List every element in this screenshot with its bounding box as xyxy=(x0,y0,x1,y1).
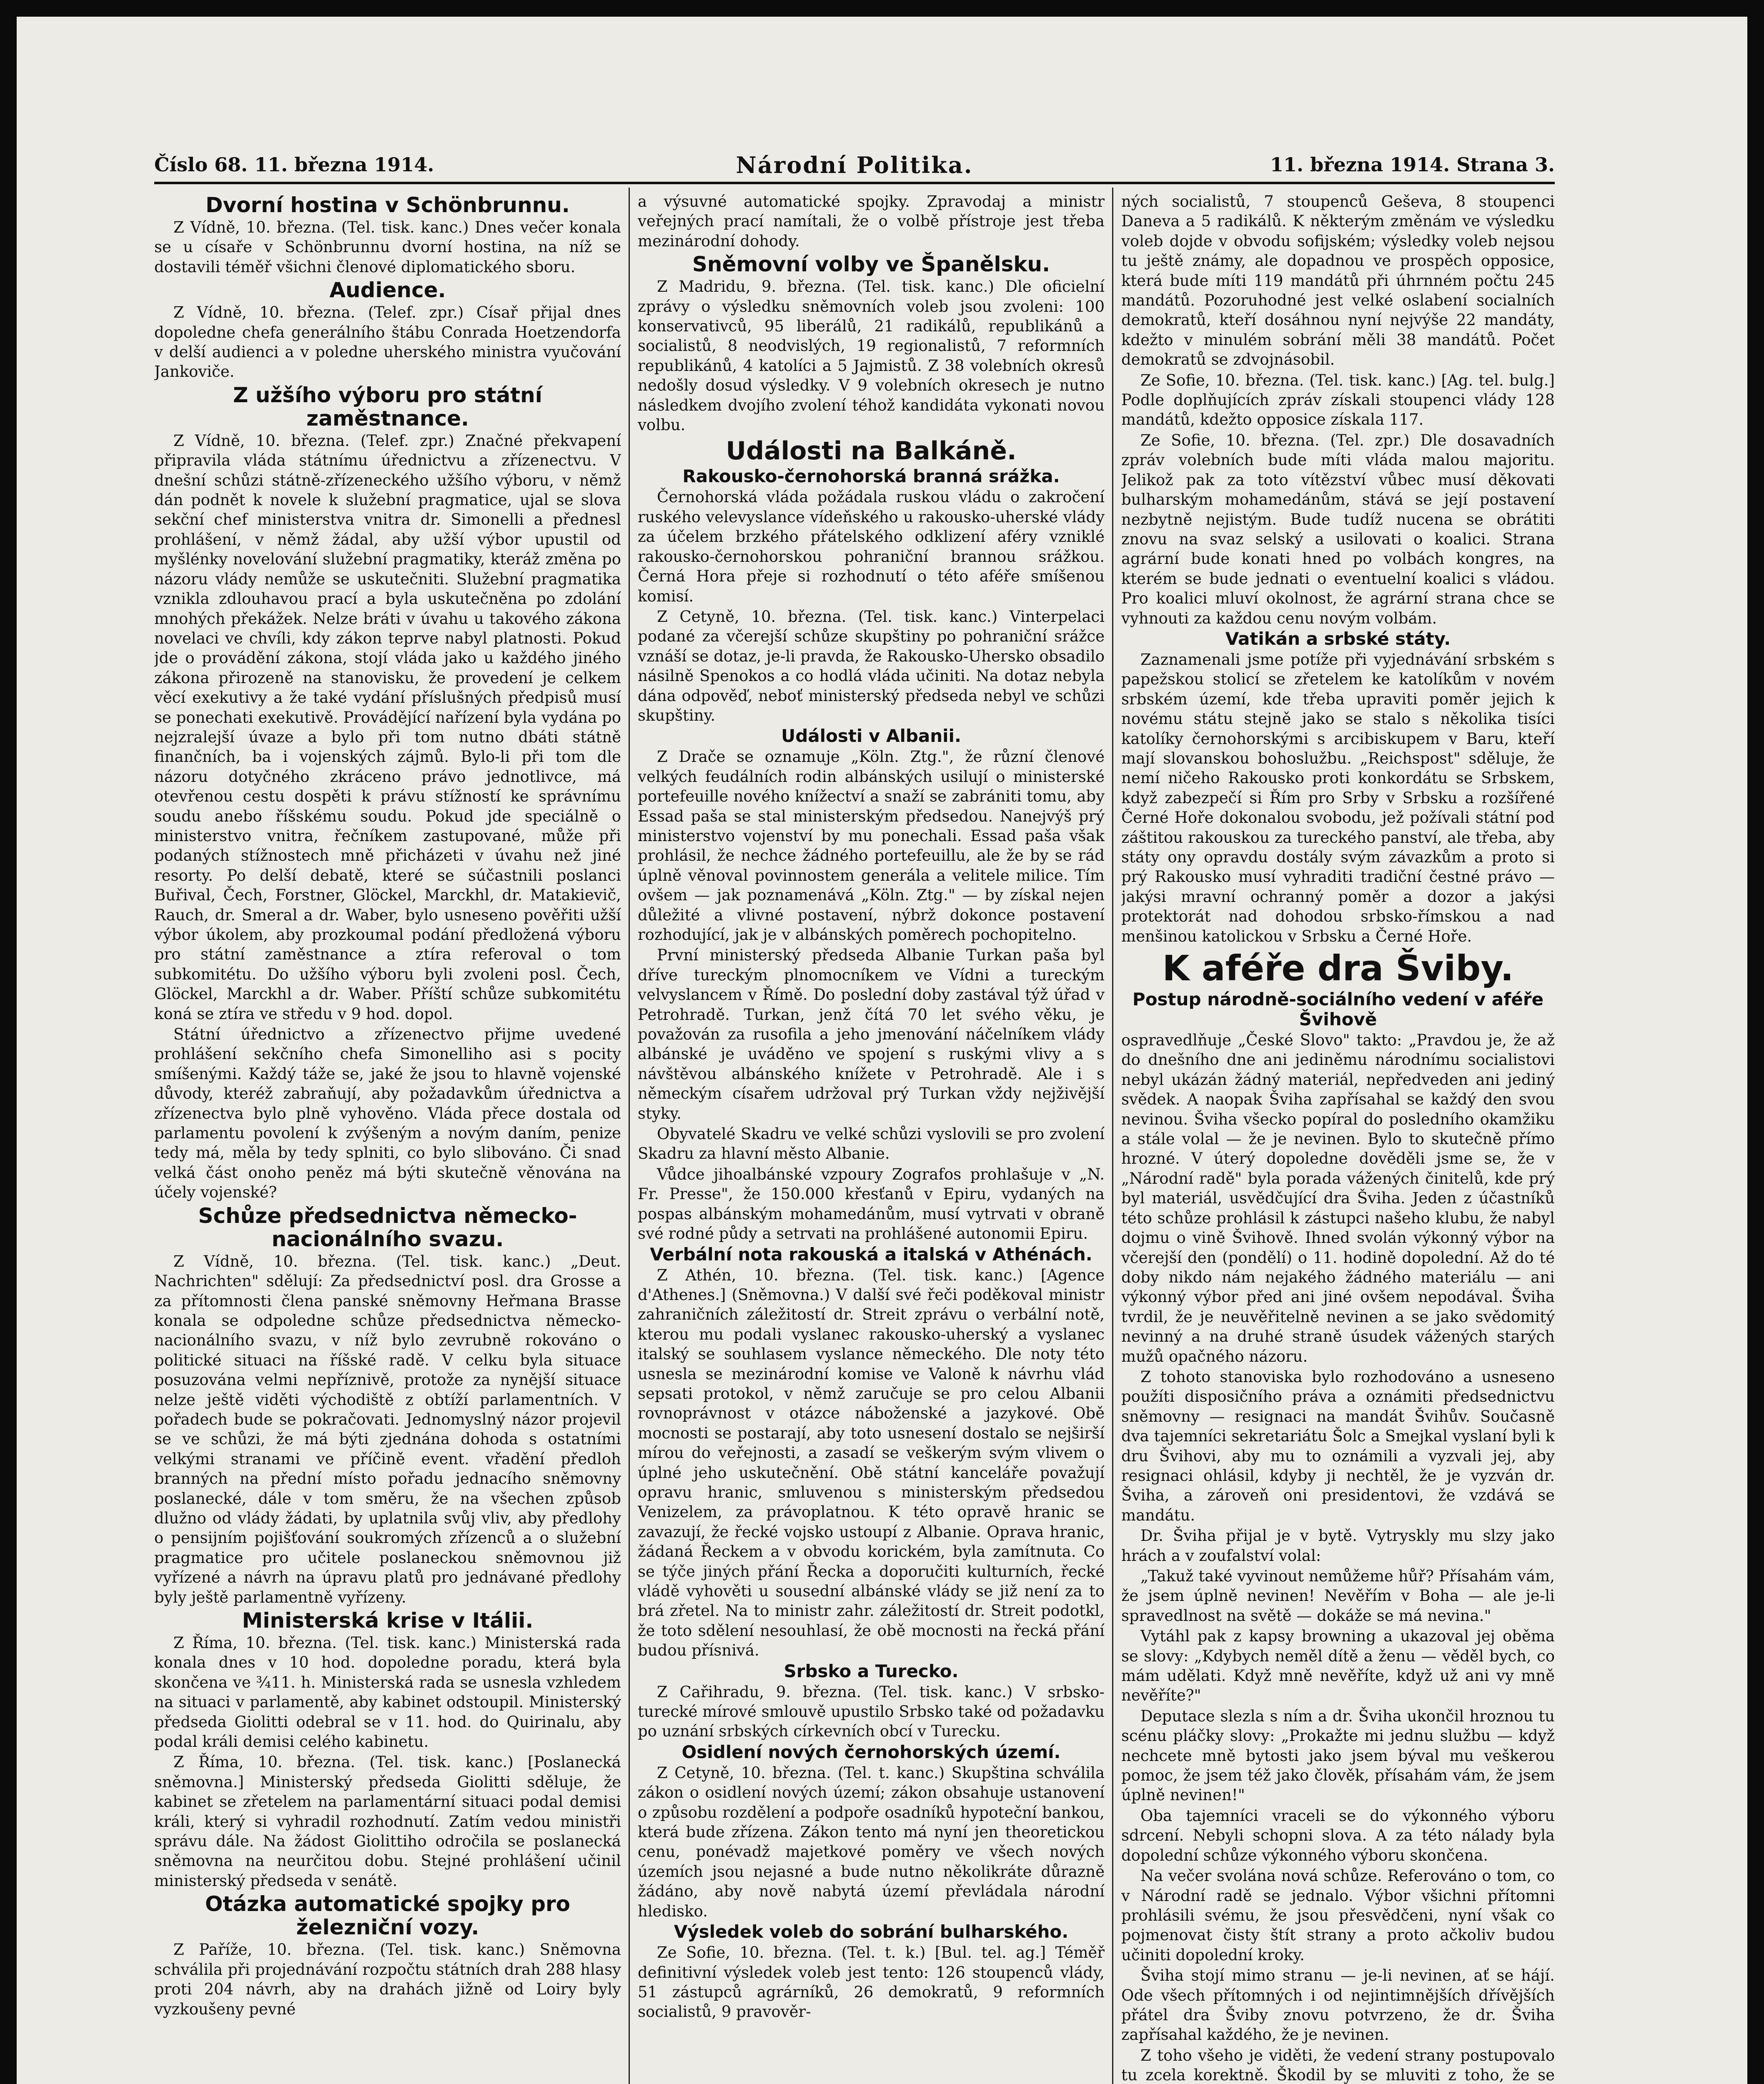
newspaper-page xyxy=(17,17,1747,2084)
article-paragraph: Vůdce jihoalbánské vzpoury Zografos prohlašuje v „N. Fr. Presse", že 150.000 křesťanů v Epiru, vydaných na pospas albánským mohamedánům, musí vytrvati v obraně své rodné půdy a setrvati na prohlášené autonomii Epiru. xyxy=(638,1165,1105,1243)
page-header xyxy=(154,149,1555,187)
article-paragraph: Z Cetyně, 10. března. (Tel. t. kanc.) Skupština schválila zákon o osidlení nových území; zákon obsahuje ustanovení o způsobu rozdělení a podpoře osadníků hypoteční bankou, která bude zřízena. Zákon tento má nyní jen theoretickou cenu, ponévadž majetkové poměry ve všech nových územích jsou nejasné a bude nutno několikráte důrazně žádáno, aby nově nabytá území převládala národní hledisko. xyxy=(638,1763,1105,1920)
column-divider xyxy=(1112,188,1113,2084)
article-paragraph: Ze Sofie, 10. března. (Tel. zpr.) Dle dosavadních zpráv volebních bude míti vláda malou majoritu. Jelikož pak za toto vítězství vůbec musí děkovati bulharským mohamedánům, stává se její postavení nezbytně nejistým. Bude tudíž nucena se obrátiti znovu na svaz selský a usilovati o koalici. Strana agrární bude konati hned po volbách kongres, na kterém se bude jednati o eventuelní koalici s vládou. Pro koalici mluví okolnost, že agrární strana chce se vyhnouti za každou cenu novým volbám. xyxy=(1121,431,1555,627)
article-paragraph: Na večer svolána nová schůze. Referováno o tom, co v Národní radě se jednalo. Výbor všichni přítomni prohlásili svému, že jsou přesvědčeni, nyní však co pojmenovat čisty štít strany a proto ačkoliv budou učiniti dopolední kroky. xyxy=(1121,1867,1555,1964)
article-paragraph: Státní úřednictvo a zřízenectvo přijme uvedené prohlášení sekčního chefa Simonelliho asi s pocity smíšenými. Každý táže se, jaké že jsou to hlavně vojenské důvody, kteréž zabraňují, aby požadavkům úřednictva a zřízenectva bylo plně vyhověno. Vláda přece dostala od parlamentu povolení k zvýšeným a novým daním, penize tedy má, měla by tedy splniti, co bylo slibováno. Či snad velká část onoho peněz má býti skutečně věnována na účely vojenské? xyxy=(154,1025,621,1202)
headline-udalosti-balkan: Události na Balkáně. xyxy=(726,436,1017,466)
article-paragraph: Z toho všeho je viděti, že vedení strany postupovalo tu zcela korektně. Škodil by se mluviti z toho, že se xyxy=(1121,2046,1555,2084)
article-paragraph: Ze Sofie, 10. března. (Tel. tisk. kanc.) [Ag. tel. bulg.] Podle doplňujících zpráv získali stoupenci vlády 128 mandátů, kdežto opposice získala 117. xyxy=(1121,371,1555,429)
column-1 xyxy=(154,192,621,2084)
article-paragraph: Z Vídně, 10. března. (Telef. zpr.) Značné překvapení připravila vláda státnímu úřednictvu a zřízenectvu. V dnešní schůzi státně-zřízeneckého užšího výboru, v němž dán podnět k novele k služební pragmatice, ujal se slova sekční chef ministerstva vnitra dr. Simonelli a přednesl prohlášení, v němž žádal, aby užší výbor upustil od myšlénky novelování služební pragmatiky, kteráž změna po názoru vlády nemůže se uskutečniti. Služební pragmatika vznikla zdlouhavou prací a byla uskutečněna po zdolání mnohých překážek. Nelze bráti v úvahu u takového zákona novelaci ve chvíli, kdy zákon teprve nabyl platnosti. Pokud jde o provádění zákona, stojí vláda jako u každého jiného zákona přirozeně na stanovisku, že provedení je celkem věcí exekutivy a že také vydání příslušných předpisů musí se ponechati exekutivě. Provádějící nařízení byla vydána po nejzralejší úvaze a bylo při tom nutno dbáti státně finančních, ba i vojenských zájmů. Bylo-li při tom dle názoru dotyčného zkráceno právo jednotlivce, má otevřenou cestu dospěti k právu stížností ke správnímu soudu anebo říšskému soudu. Pokud jde speciálně o ministerstvo vnitra, řečníkem zastupované, může při podaných stížnostech mně přicházeti v úvahu než jiné resorty. Po delší debatě, které se súčastnili poslanci Buřival, Čech, Forstner, Glöckel, Marckhl, dr. Matakievič, Rauch, dr. Smeral a dr. Waber, bylo usneseno pověřiti užší výbor úkolem, aby prozkoumal podání předložená výboru pro státní zaměstnance a ztíra referoval o tom subkomitétu. Do užšího výboru byli zvoleni posl. Čech, Glöckel, Marckhl a dr. Waber. Příští schůze subkomitétu koná se ztíra ve středu v 9 hod. dopol. xyxy=(154,431,621,1023)
subheadline-postup-vedeni: Postup národně-sociálního vedení v aféře Švihově xyxy=(1132,989,1544,1030)
headline-afera-sviby: K aféře dra Šviby. xyxy=(1162,948,1514,989)
headline-automaticke-spojky: Otázka automatické spojky pro železniční vozy. xyxy=(205,1892,571,1940)
article-paragraph: Z Drače se oznamuje „Köln. Ztg.", že různí členové velkých feudálních rodin albánských usilují o ministerské portefeuille nového knížectví a snaží se zabrániti tomu, aby Essad paša se stal ministerským předsedou. Nanejvýš prý ministerstvo vojenství by mu ponechali. Essad paša však prohlásil, že nechce žádného portefeuillu, ale že by se rád úplně věnoval povinnostem generála a velitele milice. Tím ovšem — jak poznamenává „Köln. Ztg." — by získal nejen důležité a vlivné postavení, nýbrž dokonce postavení rozhodující, jak je v albánských poměrech pochopitelno. xyxy=(638,748,1105,944)
article-paragraph: Dr. Šviha přijal je v bytě. Vytryskly mu slzy jako hrách a v zoufalství volal: xyxy=(1121,1527,1555,1565)
article-paragraph: Šviha stojí mimo stranu — je-li nevinen, ať se hájí. Ode všech přítomných i od nejintimnějších dřívějších přátel dra Šviby znovu potvrzeno, že dr. Šviha zapřísahal každého, že je nevinen. xyxy=(1121,1966,1555,2044)
article-paragraph: ospravedlňuje „České Slovo" takto: „Pravdou je, že až do dnešního dne ani jediněmu národnímu socialistovi nebyl ukázán žádný materiál, nepředveden ani jediný svědek. A naopak Šviha zapřísahal se každý den svou nevinou. Šviha všecko popíral do posledního okamžiku a stále volal — že je nevinen. Bylo to skutečně přímo hrozné. V úterý dopoledne dověděli jsme se, že v „Národní radě" byla porada vážených činitelů, kde prý byl materiál, usvědčující dra Šviha. Jeden z účastníků této schůze prohlásil k zástupci našeho klubu, že nabyl dojmu o vině Švihově. Ihned svolán výkonný výbor na včerejší den (pondělí) o 11. hodině dopolední. Až do té doby nikdo nám nejakého žádného materiálu — ani výkonný výbor před ani jiné ovšem nepodával. Šviha tvrdil, že je neuvěřitelně nevinen a se jako svědomitý nevinný a na druhé straně úsudek vážených starých mužů opačného názoru. xyxy=(1121,1031,1555,1365)
header-rule xyxy=(154,182,1555,184)
article-paragraph: Z Cetyně, 10. března. (Tel. tisk. kanc.) Vinterpelaci podané za včerejší schůze skupštiny po pohraniční srážce vznáší se dotaz, je-li pravda, že Rakousko-Uhersko obsadilo násilně Spenokos a co hodlá vláda učiniti. Na dotaz nebyla dána odpověď, neboť ministerský předseda nebyl ve schůzi skupštiny. xyxy=(638,607,1105,724)
article-paragraph: Z Athén, 10. března. (Tel. tisk. kanc.) [Agence d'Athenes.] (Sněmovna.) V další své řeči poděkoval ministr zahraničních záležitostí dr. Streit zprávu o verbální notě, kterou mu podali vyslanec rakousko-uherský a vyslanec italský se souhlasem vyslance německého. Dle noty této usnesla se mezinárodní komise ve Valoně k návrhu vlád sepsati protokol, v němž zaručuje se pro celou Albanii rovnoprávnost v otázce náboženské a jazykové. Obě mocnosti se postarají, aby toto usnesení dostalo se nejširší mírou do veřejnosti, a zasadí se veškerým svým vlivem o úplné jeho uskutečnění. Obě státní kanceláře považují opravu hranic, smluvenou s ministerským předsedou Venizelem, za právoplatnou. K této opravě hranic se zavazují, že řecké vojsko ustoupí z Albanie. Oprava hranic, žádaná Řeckem a v obvodu korickém, byla zamítnuta. Co se týče jiných přání Řecka a doporučiti kulturních, řecké vládě vyhověti u sousední albánské vlády se již není za to brá zřetel. Na to ministr zahr. záležitostí dr. Streit podotkl, že toto sdělení nesouhlasí, že obě mocnosti na řecká přání budou přísnivá. xyxy=(638,1266,1105,1660)
article-paragraph: Ze Sofie, 10. března. (Tel. t. k.) [Bul. tel. ag.] Téměř definitivní výsledek voleb jest tento: 126 stoupenců vlády, 51 zástupců agrárníků, 26 demokratů, 9 reformních socialistů, 9 pravověr- xyxy=(638,1944,1105,2021)
subheadline-verbalni-nota: Verbální nota rakouská a italská v Athénách. xyxy=(650,1244,1092,1265)
column-divider xyxy=(629,188,630,2084)
article-paragraph: První ministerský předseda Albanie Turkan paša byl dříve tureckým plnomocníkem ve Vídni a tureckým velvyslancem v Římě. Do poslední doby zastával týž úřad v Petrohradě. Turkan, jenž čítá 70 let svého věku, je považován za rusofila a jeho jmenování náčelníkem vlády albánské je uváděno ve spojení s ruskými vlivy a s návštěvou albánského knížete v Petrohradě. Ale i s německým císařem udržoval prý Turkan vždy nejživější styky. xyxy=(638,946,1105,1122)
headline-schuze-predsednictva: Schůze předsednictva německo-nacionálního svazu. xyxy=(198,1203,577,1251)
article-paragraph: a výsuvné automatické spojky. Zpravodaj a ministr veřejných prací namítali, že o volbě přístroje jest třeba mezinárodní dohody. xyxy=(638,193,1105,250)
article-paragraph: Z Říma, 10. března. (Tel. tisk. kanc.) Ministerská rada konala dnes v 10 hod. dopoledne poradu, která byla skončena ve ¾11. h. Ministerská rada se usnesla vzhledem na situaci v parlamentě, aby kabinet odstoupil. Ministerský předseda Giolitti odebral se v 11. hod. do Quirinalu, aby podal králi demisi celého kabinetu. xyxy=(154,1634,621,1751)
article-paragraph: Černohorská vláda požádala ruskou vládu o zakročení ruského velevyslance vídeňského u rakousko-uherské vlády za účelem brzkého přátelského odklizení aféry vzniklé rakousko-černohorskou pohraniční brannou srážkou. Černá Hora přeje si rozhodnutí o této aféře smíšenou komisí. xyxy=(638,488,1105,605)
subheadline-vatikan: Vatikán a srbské státy. xyxy=(1225,628,1451,649)
article-paragraph: „Takuž také vyvinout nemůžeme hůř? Přísahám vám, že jsem úplně nevinen! Nevěřím v Boha — ale je-li spravedlnost na světě — dokáže se má nevina." xyxy=(1121,1567,1555,1625)
article-paragraph: Z Paříže, 10. března. (Tel. tisk. kanc.) Sněmovna schválila při projednávání rozpočtu státních drah 288 hlasy proti 204 návrh, aby na drahách jižně od Loiry byly vyzkoušeny pevné xyxy=(154,1941,621,2018)
column-3 xyxy=(1121,192,1555,2084)
article-paragraph: Oba tajemníci vraceli se do výkonného výboru sdrcení. Nebyli schopni slova. A za této nálady byla dopolední schůze výkonného výboru skončena. xyxy=(1121,1806,1555,1864)
article-paragraph: Z Madridu, 9. března. (Tel. tisk. kanc.) Dle oficielní zprávy o výsledku sněmovních voleb jsou zvoleni: 100 konservativců, 95 liberálů, 21 radikálů, republikánů a socialistů, 8 neodvislých, 19 regionalistů, 7 reformních republikánů, 4 katolíci a 5 Jajmistů. Z 38 volebních okresů nedošly dosud výsledky. V 9 volebních okresech je nutno následkem dvojího zvolení téhož kandidáta vykonati novou volbu. xyxy=(638,278,1105,434)
article-paragraph: Z Cařihradu, 9. března. (Tel. tisk. kanc.) V srbsko-turecké mírové smlouvě upustilo Srbsko také od požadavku po uznání srbských církevních obcí v Turecku. xyxy=(638,1683,1105,1741)
headline-audience: Audience. xyxy=(329,278,446,303)
article-paragraph: Obyvatelé Skadru ve velké schůzi vyslovili se pro zvolení Skadru za hlavní město Albanie. xyxy=(638,1125,1105,1163)
article-paragraph: Vytáhl pak z kapsy browning a ukazoval jej oběma se slovy: „Kdybych neměl dítě a ženu — věděl bych, co mám udělati. Když mně nevěříte, když už ani vy mně nevěříte?" xyxy=(1121,1627,1555,1705)
article-paragraph: ných socialistů, 7 stoupenců Geševa, 8 stoupenci Daneva a 5 radikálů. K některým změnám ve výsledku voleb dojde v obvodu sofijském; výsledky voleb nejsou tu ještě známy, ale dopadnou ve prospěch opposice, která bude míti 119 mandátů při úhrnném počtu 245 mandátů. Pozoruhodné jest velké oslabení socialních demokratů, kteří dosáhnou nyní nejvýše 22 mandáty, kdežto v minulém sobrání měli 38 mandátů. Počet demokratů se zdvojnásobil. xyxy=(1121,193,1555,369)
subheadline-srbsko-turecko: Srbsko a Turecko. xyxy=(784,1661,959,1681)
headline-dvorni-hostina: Dvorní hostina v Schönbrunnu. xyxy=(205,193,570,217)
subheadline-albanie: Události v Albanii. xyxy=(781,726,961,746)
headline-volby-spanelsko: Sněmovní volby ve Španělsku. xyxy=(692,252,1050,277)
article-paragraph: Z Vídně, 10. března. (Tel. tisk. kanc.) „Deut. Nachrichten" sdělují: Za předsednictví posl. dra Grosse a za přítomnosti člena panské sněmovny Heřmana Brasse konala se odpoledne schůze předsednictva německo-nacionálního svazu, v níž bylo zevrubně rokováno o politické situaci na říšské radě. V celku byla situace posuzována velmi nepříznivě, protože za nynější situace nelze ještě viděti východiště z obtíží parlamentních. V pořadech bude se pokračovati. Jednomyslný názor projevil se ve schůzi, že má býti zjednána dohoda s ostatními velkými stranami ve příčině event. vřadění předloh branných na přední místo pořadu jednacího sněmovny poslanecké, dále v tom směru, že na všechen způsob dlužno od vlády žádati, by uplatnila svůj vliv, aby předlohy o pensijním pojišťování soukromých zřízenců a o služební pragmatice pro učitele poslaneckou sněmovnou již vyřízené a návrh na úpravu platů pro jednávané předlohy byly ještě parlamentně vyřízeny. xyxy=(154,1252,621,1606)
subheadline-branna-srazka: Rakousko-černohorská branná srážka. xyxy=(682,466,1060,487)
date-page-number: 11. března 1914. Strana 3. xyxy=(1270,153,1555,176)
article-paragraph: Z tohoto stanoviska bylo rozhodováno a usneseno použíti disposičního práva a oznámiti předsednictvu sněmovny — resignaci na mandát Švihův. Současně dva tajemníci sekretariátu Šolc a Smejkal vyslaní byli k dru Švihovi, aby mu to oznámili a vyzvali jej, aby resignaci ohlásil, kdyby ji nechtěl, že je vyzván dr. Šviha, a zároveň oni presidentovi, že vzdává se mandátu. xyxy=(1121,1368,1555,1524)
article-paragraph: Z Vídně, 10. března. (Telef. zpr.) Císař přijal dnes dopoledne chefa generálního štábu Conrada Hoetzendorfa v delší audienci a v poledne uherského ministra vyučování Jankoviče. xyxy=(154,303,621,381)
headline-ministerska-krise: Ministerská krise v Itálii. xyxy=(242,1608,534,1633)
subheadline-volby-bulharsko: Výsledek voleb do sobrání bulharského. xyxy=(674,1921,1069,1942)
article-paragraph: Z Říma, 10. března. (Tel. tisk. kanc.) [Poslanecká sněmovna.] Ministerský předseda Giolitti sděluje, že kabinet se zřetelem na parlamentární situaci podal demisi králi, který si vyhradil rozhodnutí. Zatím vedou ministři správu dále. Na žádost Giolittiho odročila se poslanecká sněmovna na neurčitou dobu. Stejné prohlášení učinil ministerský předseda v senátě. xyxy=(154,1753,621,1890)
issue-number-date: Číslo 68. 11. března 1914. xyxy=(154,153,434,176)
headline-uzsi-vybor: Z užšího výboru pro státní zaměstnance. xyxy=(233,383,542,431)
masthead-title: Národní Politika. xyxy=(736,152,973,178)
column-2 xyxy=(638,192,1105,2084)
article-paragraph: Zaznamenali jsme potíže při vyjednávání srbském s papežskou stolicí se zřetelem ke katolíkům v novém srbském území, kde třeba upraviti poměr jejich k novému státu stejně jako se stalo s několika tisíci katolíky černohorskými s arcibiskupem v Baru, kteří mají slovanskou bohoslužbu. „Reichspost" sděluje, že nemí ničeho Rakousko proti konkordátu se Srbskem, když zabezpečí si Řím pro Srby v Srbsku a rozšířené Černé Hoře dokonalou svobodu, jež požívali státní pod záštitou rakouskou za tureckého panství, ale třeba, aby státy ony opravdu dostály svým závazkům a proto si prý Rakousko musí vyhraditi tradiční čestné právo — jakýsi mravní ochranný poměr a dozor a jakýsi protektorát nad dohodou srbsko-římskou a nad menšinou katolickou v Srbsku a Černé Hoře. xyxy=(1121,650,1555,945)
subheadline-osidleni: Osidlení nových černohorských území. xyxy=(682,1741,1061,1762)
article-paragraph: Z Vídně, 10. března. (Tel. tisk. kanc.) Dnes večer konala se u císaře v Schönbrunnu dvorní hostina, na níž se dostavili téměř všichni členové diplomatického sboru. xyxy=(154,218,621,276)
article-paragraph: Deputace slezla s ním a dr. Šviha ukončil hroznou tu scénu pláčky slovy: „Prokažte mi jednu službu — když nechcete mně bytosti jako jsem býval mu veškerou pomoc, že jsem též jako člověk, přísahám vám, že jsem úplně nevinen!" xyxy=(1121,1707,1555,1804)
